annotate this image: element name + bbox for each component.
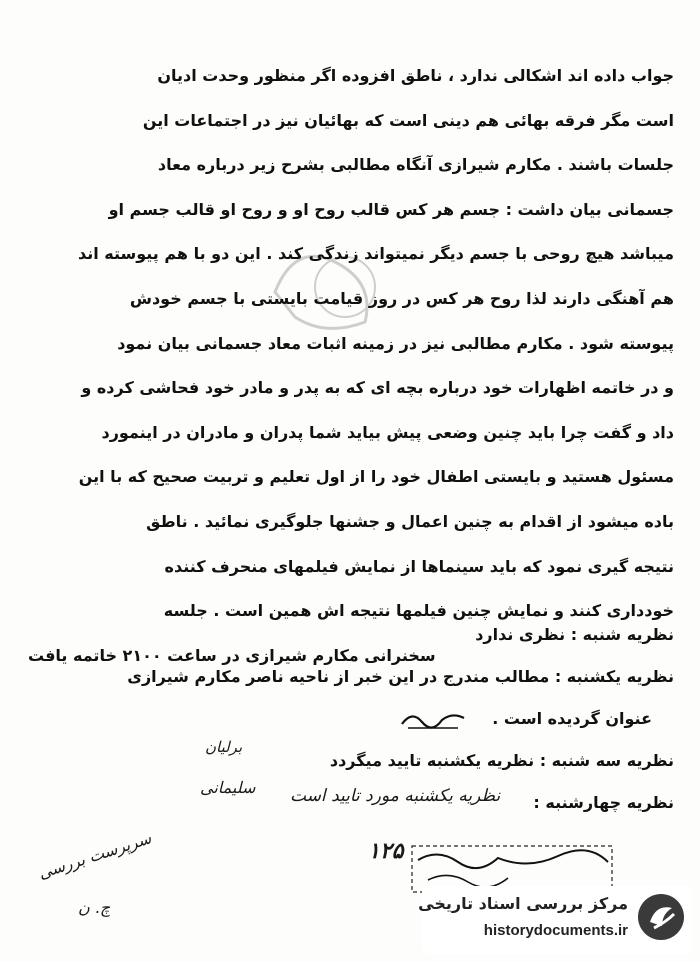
handwritten-wednesday-note: نظریه یکشنبه مورد تایید است [290, 786, 501, 806]
body-line: سخنرانی مکارم شیرازی در ساعت ۲۱۰۰ خاتمه یافت [28, 645, 436, 665]
watermark [418, 886, 692, 954]
opinion-sunday-cont: عنوان گردیده است . [492, 709, 652, 728]
body-line: داد و گفت چرا باید چنین وضعی پیش بیاید شما پدران و مادران در اینمورد [101, 422, 674, 442]
body-line: خودداری کنند و نمایش چنین فیلمها نتیجه اش همین است . جلسه [163, 601, 674, 621]
report-body [28, 54, 674, 678]
body-line: نتیجه گیری نمود که باید سینماها از نمایش فیلمهای منحرف کننده [164, 556, 674, 576]
archive-logo-icon [636, 892, 686, 942]
handwritten-left-note: سرپرست بررسی [35, 828, 154, 883]
handwritten-left-initials: چ. ن [78, 898, 111, 917]
body-line: و در خاتمه اظهارات خود درباره بچه ای که به پدر و مادر خود فحاشی کرده و [81, 378, 674, 398]
signature-mark [398, 706, 468, 732]
handwritten-number: ۱۲۵ [368, 838, 404, 864]
opinion-sunday: نظریه یکشنبه : مطالب مندرج در این خبر از ناحیه ناصر مکارم شیرازی [127, 667, 674, 686]
opinion-tuesday: نظریه سه شنبه : نظریه یکشنبه تایید میگردد [329, 751, 674, 770]
watermark-name: مرکز بررسی اسناد تاریخی [418, 894, 628, 913]
body-line: جسمانی بیان داشت : جسم هر کس قالب روح او و روح او قالب جسم او [108, 199, 674, 219]
body-line: باده میشود از اقدام به چنین اعمال و جشنها جلوگیری نمائید . ناطق [146, 511, 674, 531]
body-line: پیوسته شود . مکارم مطالبی نیز در زمینه اثبات معاد جسمانی بیان نمود [117, 333, 674, 353]
body-line: جلسات باشند . مکارم شیرازی آنگاه مطالبی بشرح زیر درباره معاد [157, 155, 674, 175]
body-line: میباشد هیچ روحی با جسم دیگر نمیتواند زندگی کند . این دو با هم پیوسته اند [77, 244, 674, 264]
body-line: هم آهنگی دارند لذا روح هر کس در روز قیامت بایستی با جسم خودش [129, 288, 674, 308]
opinion-saturday: نظریه شنبه : نظری ندارد [475, 625, 674, 644]
watermark-url: historydocuments.ir [483, 922, 628, 939]
opinion-wednesday: نظریه چهارشنبه : [533, 793, 674, 812]
body-line: جواب داده اند اشکالی ندارد ، ناطق افزوده اگر منظور وحدت ادیان [157, 66, 674, 85]
body-line: مسئول هستید و بایستی اطفال خود را از اول تعلیم و تربیت صحیح که با این [78, 467, 674, 487]
handwritten-sig-wednesday: سلیمانی [200, 778, 256, 797]
handwritten-sig-tuesday: برلیان [205, 738, 243, 756]
body-line: است مگر فرقه بهائی هم دینی است که بهائیان نیز در اجتماعات این [142, 110, 674, 130]
